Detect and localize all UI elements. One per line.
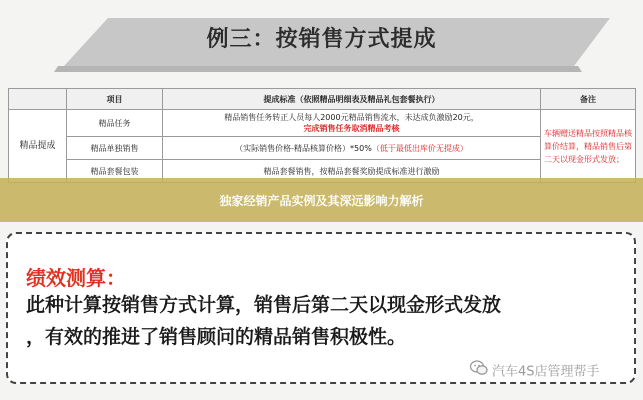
headline-text[interactable]: 独家经销产品实例及其深远影响力解析: [219, 194, 424, 208]
table-item-cell: 精品单独销售: [67, 137, 163, 160]
table-header-item: 项目: [67, 89, 163, 110]
performance-title: 绩效测算：: [26, 266, 126, 290]
table-category-cell: 精品提成: [9, 110, 67, 183]
watermark: [470, 360, 640, 382]
performance-text-line2: ，有效的推进了销售顾问的精品销售积极性。: [26, 326, 407, 348]
performance-text-line1: 此种计算按销售方式计算，销售后第二天以现金形式发放: [26, 294, 502, 316]
table-standard-cell: [163, 110, 541, 137]
title-banner: [0, 0, 643, 80]
watermark-text: 汽车4S店管理帮手: [492, 364, 600, 380]
standard-text: （实际销售价格-精品核算价格）*50%: [235, 143, 372, 153]
table-item-cell: 精品任务: [67, 110, 163, 137]
table-remark-cell: 车辆赠送精品按照精品核算价结算，精品销售后第二天以现金形式发放；: [541, 110, 636, 183]
wechat-icon: [470, 360, 488, 380]
table-header-row: [9, 89, 636, 110]
table-header-blank: [9, 89, 67, 110]
table-header-remark: 备注: [541, 89, 636, 110]
table-item-cell: 精品套餐包装: [67, 160, 163, 183]
table-standard-cell: [163, 137, 541, 160]
table-header-standard: 提成标准（依照精品明细表及精品礼包套餐执行）: [163, 89, 541, 110]
table-row: [9, 110, 636, 137]
standard-text: 精品销售任务转正人员每人2000元精品销售流水，未达成负激励20元，: [224, 113, 479, 122]
standard-red-text: 完成销售任务取消精品考核: [303, 124, 400, 133]
banner-title: 例三：按销售方式提成: [206, 27, 437, 52]
table-standard-cell: 精品套餐销售，按精品套餐奖励提成标准进行激励: [163, 160, 541, 183]
standard-red-text: （低于最低出库价无提成）: [371, 143, 468, 153]
commission-table-wrapper: [8, 88, 635, 192]
commission-table: [8, 88, 636, 183]
